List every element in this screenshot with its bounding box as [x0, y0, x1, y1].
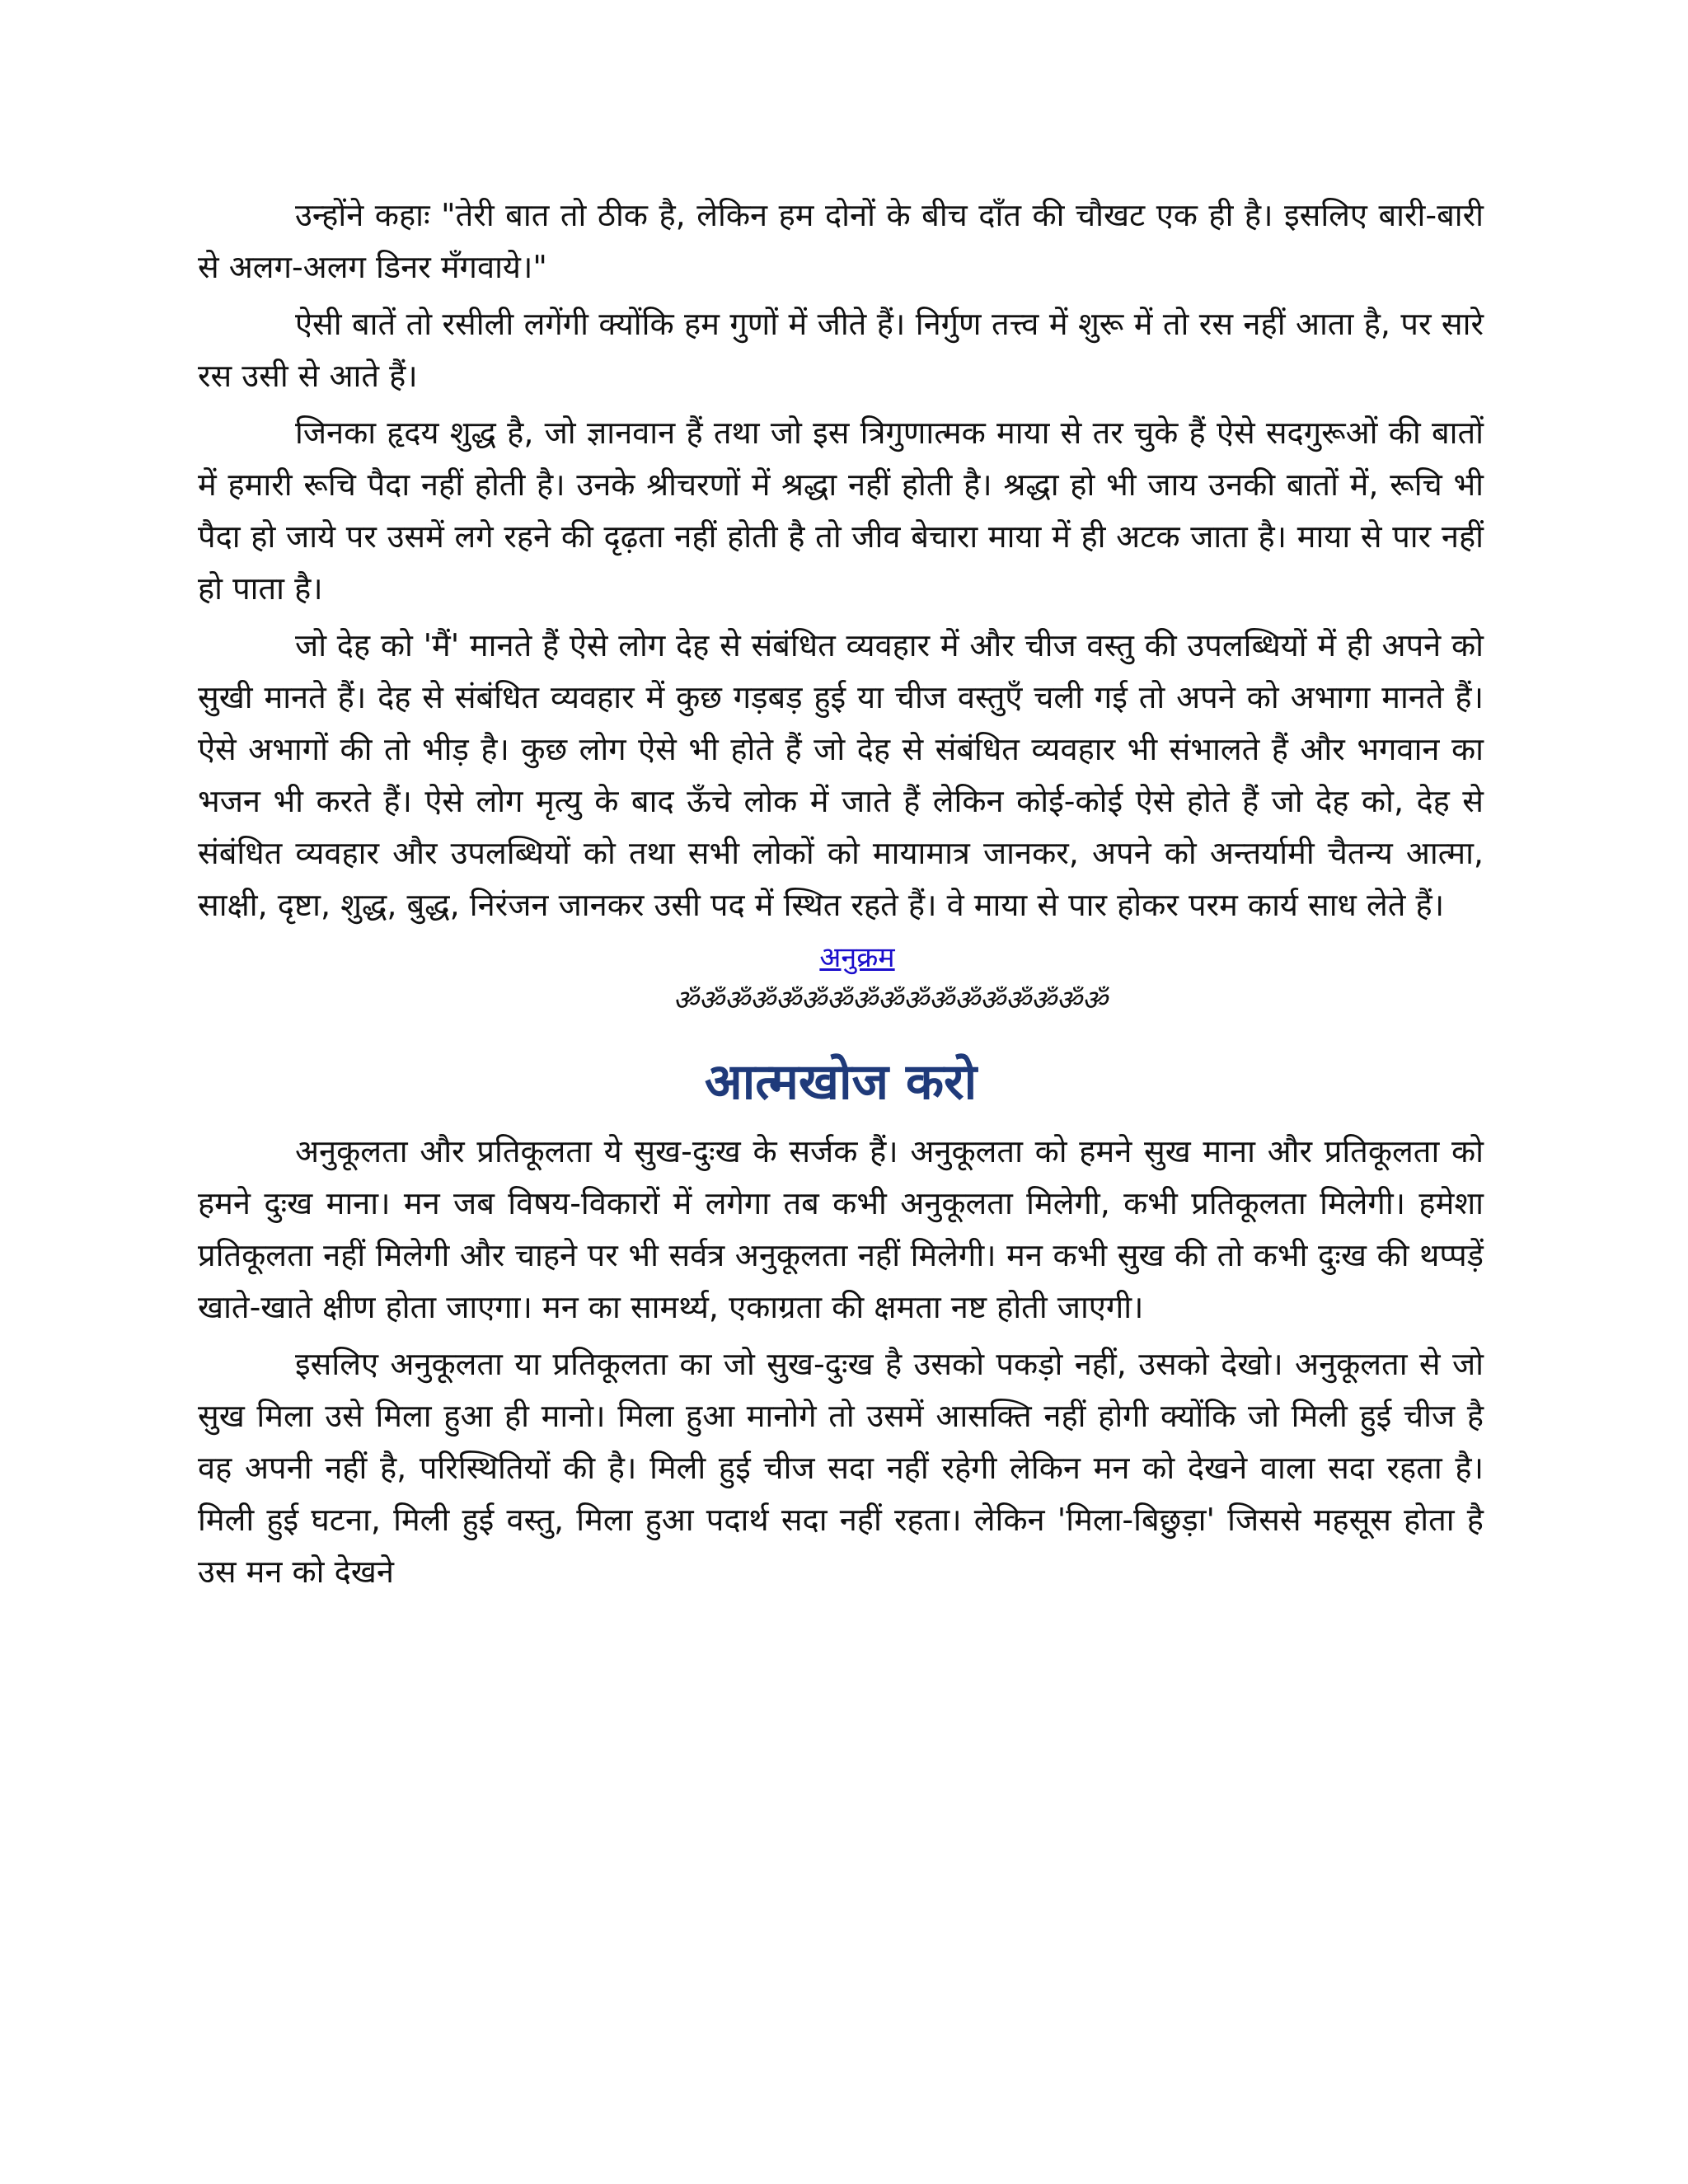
body-paragraph: ऐसी बातें तो रसीली लगेंगी क्योंकि हम गुणों में जीते हैं। निर्गुण तत्त्व में शुरू में तो रस नहीं आता है, पर सारे रस उसी से आते हैं। [198, 306, 1484, 394]
body-paragraph: इसलिए अनुकूलता या प्रतिकूलता का जो सुख-दुःख है उसको पकड़ो नहीं, उसको देखो। अनुकूलता से जो सुख मिला उसे मिला हुआ ही मानो। मिला हुआ मानोगे तो उसमें आसक्ति नहीं होगी क्योंकि जो मिली हुई चीज है वह अपनी नहीं है, परिस्थितियों की है। मिली हुई चीज सदा नहीं रहेगी लेकिन मन को देखने वाला सदा रहता है। मिली हुई घटना, मिली हुई वस्तु, मिला हुआ पदार्थ सदा नहीं रहता। लेकिन 'मिला-बिछुड़ा' जिससे महसूस होता है उस मन को देखने [198, 1346, 1484, 1590]
body-paragraph: जिनका हृदय शुद्ध है, जो ज्ञानवान हैं तथा जो इस त्रिगुणात्मक माया से तर चुके हैं ऐसे सदगुरूओं की बातों में हमारी रूचि पैदा नहीं होती है। उनके श्रीचरणों में श्रद्धा नहीं होती है। श्रद्धा हो भी जाय उनकी बातों में, रूचि भी पैदा हो जाये पर उसमें लगे रहने की दृढ़ता नहीं होती है तो जीव बेचारा माया में ही अटक जाता है। माया से पार नहीं हो पाता है। [198, 415, 1484, 607]
index-link-row [198, 936, 1484, 979]
index-link[interactable]: अनुक्रम [819, 941, 895, 974]
body-paragraph: अनुकूलता और प्रतिकूलता ये सुख-दुःख के सर्जक हैं। अनुकूलता को हमने सुख माना और प्रतिकूलता को हमने दुःख माना। मन जब विषय-विकारों में लगेगा तब कभी अनुकूलता मिलेगी, कभी प्रतिकूलता मिलेगी। हमेशा प्रतिकूलता नहीं मिलेगी और चाहने पर भी सर्वत्र अनुकूलता नहीं मिलेगी। मन कभी सुख की तो कभी दुःख की थप्पड़ें खाते-खाते क्षीण होता जाएगा। मन का सामर्थ्य, एकाग्रता की क्षमता नष्ट होती जाएगी। [198, 1133, 1484, 1325]
body-paragraph: उन्होंने कहाः "तेरी बात तो ठीक है, लेकिन हम दोनों के बीच दाँत की चौखट एक ही है। इसलिए बारी-बारी से अलग-अलग डिनर मँगवाये।" [198, 197, 1484, 285]
document-page [198, 190, 1484, 1603]
om-separator: ॐॐॐॐॐॐॐॐॐॐॐॐॐॐॐॐॐ [673, 984, 1108, 1017]
body-paragraph: जो देह को 'मैं' मानते हैं ऐसे लोग देह से संबंधित व्यवहार में और चीज वस्तु की उपलब्धियों में ही अपने को सुखी मानते हैं। देह से संबंधित व्यवहार में कुछ गड़बड़ हुई या चीज वस्तुएँ चली गई तो अपने को अभागा मानते हैं। ऐसे अभागों की तो भीड़ है। कुछ लोग ऐसे भी होते हैं जो देह से संबंधित व्यवहार भी संभालते हैं और भगवान का भजन भी करते हैं। ऐसे लोग मृत्यु के बाद ऊँचे लोक में जाते हैं लेकिन कोई-कोई ऐसे होते हैं जो देह को, देह से संबंधित व्यवहार और उपलब्धियों को तथा सभी लोकों को मायामात्र जानकर, अपने को अन्तर्यामी चैतन्य आत्मा, साक्षी, दृष्टा, शुद्ध, बुद्ध, निरंजन जानकर उसी पद में स्थित रहते हैं। वे माया से पार होकर परम कार्य साध लेते हैं। [198, 627, 1484, 923]
section-heading: आत्मखोज करो [704, 1053, 978, 1111]
